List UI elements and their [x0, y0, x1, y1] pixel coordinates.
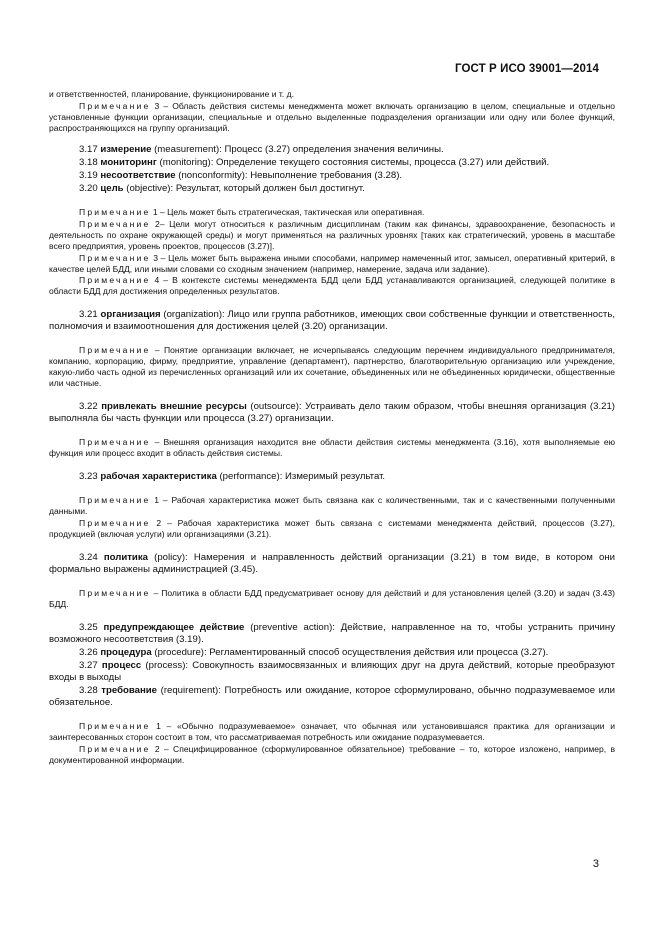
note-label: Примечание [79, 437, 151, 448]
term-3-28: 3.28 требование (requirement): Потребность или ожидание, которое сформулировано, обычно подразумеваемое или обязательное. [49, 685, 615, 709]
note-3-28-2: Примечание 2 – Специфицированное (сформулированное обязательное) требование – то, которое изложено, например, в документированной информации. [49, 744, 615, 766]
term-3-25: 3.25 предупреждающее действие (preventive action): Действие, направленное на то, чтобы устранить причину возможного несоответствия (3.19). [49, 621, 615, 645]
note-3-23-2: Примечание 2 – Рабочая характеристика может быть связана с системами менеджмента действий, процессов (3.27), продукцией (включая услуги) или организациями (3.21). [49, 517, 615, 539]
term-3-27: 3.27 процесс (process): Совокупность взаимосвязанных и влияющих друг на друга действий, которые преобразуют входы в выходы [49, 660, 615, 684]
term-3-18: 3.18 мониторинг (monitoring): Определение текущего состояния системы, процесса (3.27) или действий. [79, 156, 550, 168]
term-3-22: 3.22 привлекать внешние ресурсы (outsource): Устраивать дело таким образом, чтобы внешняя организация (3.21) выполняла бы часть функции или процесса (3.27) организации. [49, 401, 615, 425]
document-body [49, 89, 615, 766]
term-3-21: 3.21 организация (organization): Лицо или группа работников, имеющих свои собственные функции и ответственность, полномочия и взаимоотношения для достижения целей (3.20) организации. [49, 309, 615, 333]
standard-header: ГОСТ Р ИСО 39001—2014 [454, 63, 599, 75]
note-3-21: Примечание – Понятие организации включает, не исчерпываясь следующим перечнем индивидуального предпринимателя, компанию, корпорацию, фирму, предприятие, управление (департамент), партнерство, благотворительную организацию или учреждение, какую-либо часть одной из перечисленных организаций или их сочетание, объединенных или не объединенных юридически, общественные или частные. [49, 345, 615, 389]
note-label: Примечание [79, 100, 151, 111]
note-3-23-1: Примечание 1 – Рабочая характеристика может быть связана как с количественными, так и с качественными полученными данными. [49, 495, 615, 517]
term-3-26: 3.26 процедура (procedure): Регламентированный способ осуществления действия или процесса (3.27). [79, 646, 549, 658]
term-name: предупреждающее действие [103, 621, 245, 633]
term-3-20: 3.20 цель (objective): Результат, который должен был достигнут. [79, 182, 365, 194]
term-name: рабочая характеристика [100, 471, 217, 483]
note-3-20-4: Примечание 4 – В контексте системы менеджмента БДД цели БДД устанавливаются организацией, следующей политике в области БДД для достижения определенных результатов. [49, 275, 615, 297]
term-name: привлекать внешние ресурсы [101, 401, 247, 413]
note-label: Примечание [79, 587, 151, 598]
term-name: процесс [101, 660, 142, 672]
note-3-20-2: Примечание 2– Цели могут относиться к различным дисциплинам (таким как финансы, здравоохранение, безопасность и деятельность по охране окружающей среды) и могут применяться на различных уровнях [таких как стратегический, уровень в масштабе всего предприятия, уровень проектов, процессов (3.27)]. [49, 218, 615, 251]
term-name: политика [103, 551, 148, 563]
note-3-24: Примечание – Политика в области БДД предусматривает основу для действий и для установления целей (3.20) и задач (3.43) БДД. [49, 587, 615, 609]
note-label: Примечание [79, 721, 151, 732]
note-label: Примечание [79, 345, 151, 356]
term-name: измерение [100, 143, 152, 155]
note-scope: Примечание 3 – Область действия системы менеджмента может включать организацию в целом, специальные и отдельно установленные функции организации, специальные и отдельно выделенные подразделения организации или одну или более функций, распространяющихся на группу организаций. [49, 100, 615, 133]
note-3-28-1: Примечание 1 – «Обычно подразумеваемое» означает, что обычная или установившаяся практика для организации и заинтересованных сторон состоит в том, что рассматриваемая потребность или ожидание подразумевается. [49, 721, 615, 743]
note-label: Примечание [79, 495, 151, 506]
term-3-17: 3.17 измерение (measurement): Процесс (3.27) определения значения величины. [79, 143, 444, 155]
term-3-23: 3.23 рабочая характеристика (performance): Измеримый результат. [79, 471, 386, 483]
note-label: Примечание [79, 517, 151, 528]
note-3-20-1: Примечание 1 – Цель может быть стратегическая, тактическая или оперативная. [79, 207, 425, 217]
note-label: Примечание [79, 207, 151, 217]
note-label: Примечание [79, 218, 151, 229]
term-name: организация [100, 309, 161, 321]
note-label: Примечание [79, 252, 151, 263]
term-name: процедура [100, 646, 152, 658]
note-label: Примечание [79, 275, 151, 286]
note-3-22: Примечание – Внешняя организация находится вне области действия системы менеджмента (3.16), хотя выполняемые ею функция или процесс входит в область действия системы. [49, 437, 615, 459]
page-number: 3 [592, 858, 599, 870]
note-label: Примечание [79, 744, 151, 755]
term-name: мониторинг [100, 156, 157, 168]
term-3-19: 3.19 несоответствие (nonconformity): Невыполнение требования (3.28). [79, 169, 403, 181]
continuation-paragraph: и ответственностей, планирование, функционирование и т. д. [49, 89, 295, 99]
note-3-20-3: Примечание 3 – Цель может быть выражена иными способами, например намеченный итог, замысел, оперативный критерий, в качестве целей БДД, или иными словами со сходным значением (например, намерение, задача или задание). [49, 252, 615, 274]
term-3-24: 3.24 политика (policy): Намерения и направленность действий организации (3.21) в том виде, в котором они формально выражены администрацией (3.45). [49, 551, 616, 575]
term-name: требование [101, 685, 157, 697]
term-name: цель [100, 182, 124, 194]
term-name: несоответствие [100, 169, 176, 181]
